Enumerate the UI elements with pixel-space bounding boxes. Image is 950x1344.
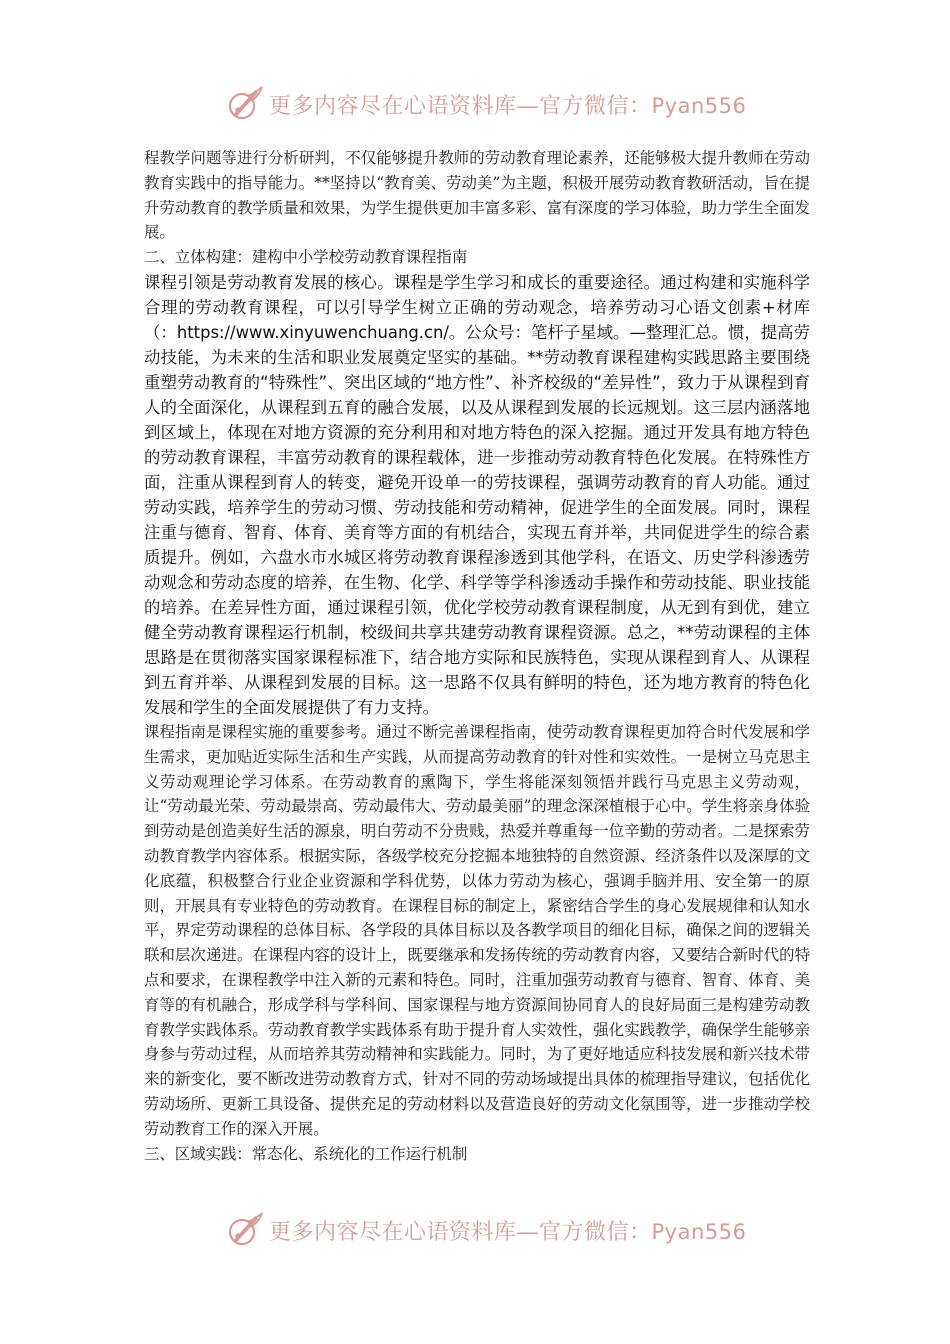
watermark-label: 更多内容尽在心语资料库—官方微信： <box>269 93 652 119</box>
section-heading-2: 二、立体构建：建构中小学校劳动教育课程指南 <box>144 248 468 267</box>
watermark-label: 更多内容尽在心语资料库—官方微信： <box>269 1219 652 1245</box>
paragraph-3: 课程指南是课程实施的重要参考。通过不断完善课程指南，使劳动教育课程更加符合时代发展和学生需求，更加贴近实际生活和生产实践，从而提高劳动教育的针对性和实效性。一是树立马克思主义劳动观理论学习体系。在劳动教育的熏陶下，学生将能深刻领悟并践行马克思主义劳动观，让“劳动最光荣、劳动最崇高、劳动最伟大、劳动最美丽”的理念深深植根于心中。学生将亲身体验到劳动是创造美好生活的源泉，明白劳动不分贵贱，热爱并尊重每一位辛勤的劳动者。二是探索劳动教育教学内容体系。根据实际，各级学校充分挖掘本地独特的自然资源、经济条件以及深厚的文化底蕴，积极整合行业企业资源和学科优势，以体力劳动为核心，强调手脑并用、安全第一的原则，开展具有专业特色的劳动教育。在课程目标的制定上，紧密结合学生的身心发展规律和认知水平，界定劳动课程的总体目标、各学段的具体目标以及各教学项目的细化目标，确保之间的逻辑关联和层次递进。在课程内容的设计上，既要继承和发扬传统的劳动教育内容，又要结合新时代的特点和要求，在课程教学中注入新的元素和特色。同时，注重加强劳动教育与德育、智育、体育、美育等的有机融合，形成学科与学科间、国家课程与地方资源间协同育人的良好局面三是构建劳动教育教学实践体系。劳动教育教学实践体系有助于提升育人实效性，强化实践教学，确保学生能够亲身参与劳动过程，从而培养其劳动精神和实践能力。同时，为了更好地适应科技发展和新兴技术带来的新变化，要不断改进劳动教育方式，针对不同的劳动场域提出具体的梳理指导建议，包括优化劳动场所、更新工具设备、提供充足的劳动材料以及营造良好的劳动文化氛围等，进一步推动学校劳动教育工作的深入开展。 <box>144 722 810 1138</box>
quill-logo-icon <box>225 84 265 124</box>
document-body <box>144 146 810 1166</box>
watermark-wechat-id: Pyan556 <box>651 93 747 118</box>
quill-logo-icon <box>225 1210 265 1250</box>
section-heading-3: 三、区域实践：常态化、系统化的工作运行机制 <box>144 1144 468 1163</box>
paragraph-2: 课程引领是劳动教育发展的核心。课程是学生学习和成长的重要途径。通过构建和实施科学合理的劳动教育课程，可以引导学生树立正确的劳动观念，培养劳动习心语文创素+材库（：https://www.xinyuwenchuang.cn/。公众号：笔杆子星域。—整理汇总。惯，提高劳动技能，为未来的生活和职业发展奠定坚实的基础。**劳动教育课程建构实践思路主要围绕重塑劳动教育的“特殊性”、突出区域的“地方性”、补齐校级的“差异性”，致力于从课程到育人的全面深化，从课程到五育的融合发展，以及从课程到发展的长远规划。这三层内涵落地到区域上，体现在对地方资源的充分利用和对地方特色的深入挖掘。通过开发具有地方特色的劳动教育课程，丰富劳动教育的课程载体，进一步推动劳动教育特色化发展。在特殊性方面，注重从课程到育人的转变，避免开设单一的劳技课程，强调劳动教育的育人功能。通过劳动实践，培养学生的劳动习惯、劳动技能和劳动精神，促进学生的全面发展。同时，课程注重与德育、智育、体育、美育等方面的有机结合，实现五育并举，共同促进学生的综合素质提升。例如，六盘水市水城区将劳动教育课程渗透到其他学科，在语文、历史学科渗透劳动观念和劳动态度的培养，在生物、化学、科学等学科渗透动手操作和劳动技能、职业技能的培养。在差异性方面，通过课程引领，优化学校劳动教育课程制度，从无到有到优，建立健全劳动教育课程运行机制，校级间共享共建劳动教育课程资源。总之，**劳动课程的主体思路是在贯彻落实国家课程标准下，结合地方实际和民族特色，实现从课程到育人、从课程到五育并举、从课程到发展的目标。这一思路不仅具有鲜明的特色，还为地方教育的特色化发展和学生的全面发展提供了有力支持。 <box>144 272 810 717</box>
watermark-text <box>269 89 746 120</box>
watermark-footer <box>225 1208 745 1252</box>
watermark-header <box>225 82 745 126</box>
paragraph-1: 程教学问题等进行分析研判，不仅能够提升教师的劳动教育理论素养，还能够极大提升教师在劳动教育实践中的指导能力。**坚持以“教育美、劳动美”为主题，积极开展劳动教育教研活动，旨在提升劳动教育的教学质量和效果，为学生提供更加丰富多彩、富有深度的学习体验，助力学生全面发展。 <box>144 149 810 242</box>
watermark-text <box>269 1215 746 1246</box>
watermark-wechat-id: Pyan556 <box>651 1219 747 1244</box>
